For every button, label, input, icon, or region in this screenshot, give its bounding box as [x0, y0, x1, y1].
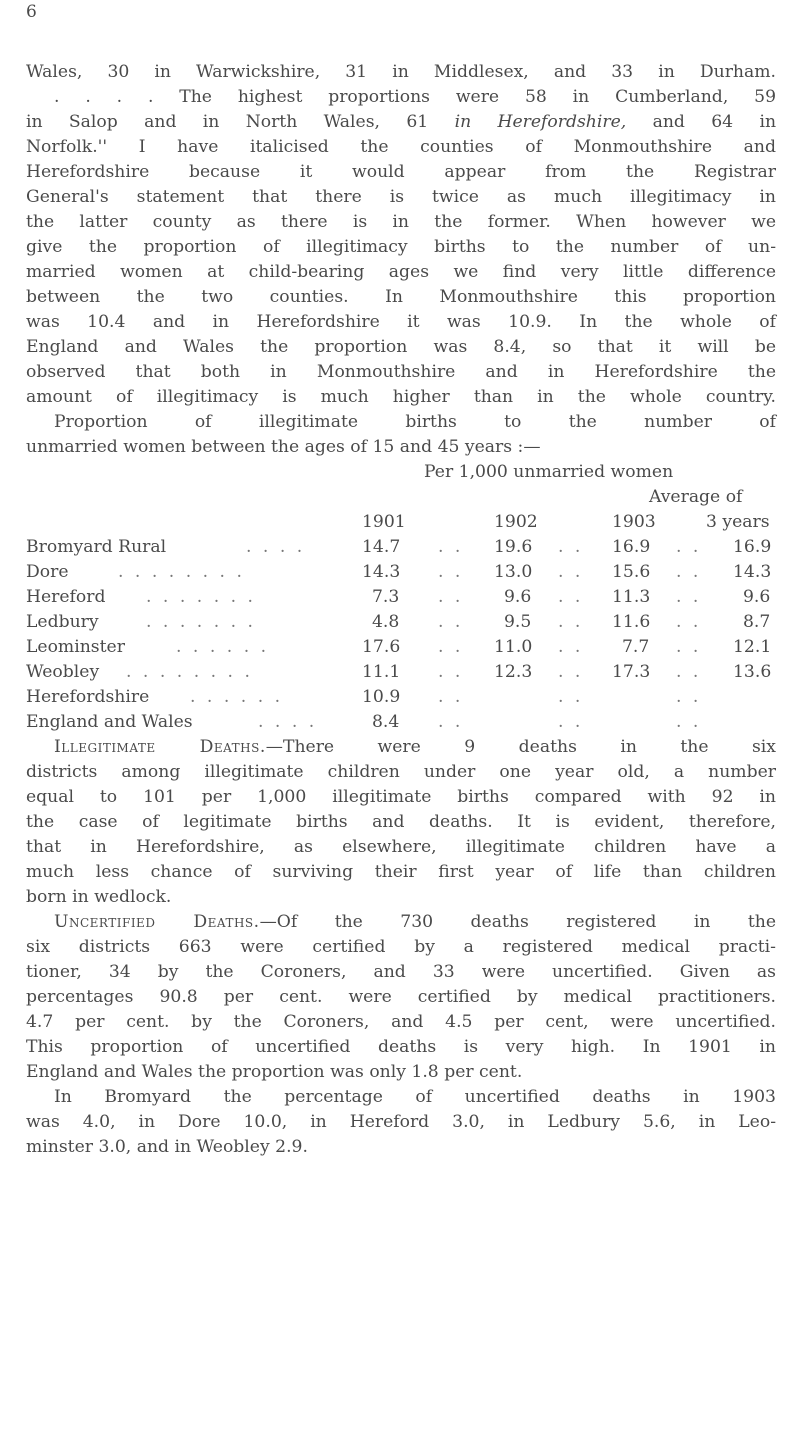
text-line: six districts 663 were certified by a registered medical practi- — [26, 937, 776, 957]
value-1902: 12.3 — [494, 662, 533, 682]
value-average: 12.1 — [733, 637, 772, 657]
leader-dots: . . — [558, 612, 584, 632]
value-average: 8.7 — [743, 612, 771, 632]
leader-dots: . . — [558, 537, 584, 557]
value-1903: 11.6 — [612, 612, 651, 632]
leader-dots: . . — [676, 662, 702, 682]
leader-dots: . . — [676, 587, 702, 607]
italic-county: in Herefordshire, — [454, 112, 627, 132]
value-1902: 13.0 — [494, 562, 533, 582]
text-line: equal to 101 per 1,000 illegitimate births compared with 92 in — [26, 787, 776, 807]
value-1901: 8.4 — [372, 712, 400, 732]
text-line: give the proportion of illegitimacy births to the number of un- — [26, 237, 776, 257]
leader-dots: . . . . — [246, 537, 306, 557]
text-line: observed that both in Monmouthshire and in Herefordshire the — [26, 362, 776, 382]
district-name: England and Wales — [26, 712, 193, 732]
value-average: 9.6 — [743, 587, 771, 607]
leader-dots: . . — [676, 687, 702, 707]
value-average: 16.9 — [733, 537, 772, 557]
leader-dots: . . — [676, 562, 702, 582]
leader-dots: . . . . . . . . — [118, 562, 245, 582]
table-row — [26, 685, 796, 710]
text-line: General's statement that there is twice as much illegitimacy in — [26, 187, 776, 207]
leader-dots: . . — [558, 562, 584, 582]
value-1901: 10.9 — [362, 687, 401, 707]
column-header-1901: 1901 — [362, 512, 406, 532]
column-header-1902: 1902 — [494, 512, 538, 532]
leader-dots: . . — [438, 687, 464, 707]
district-name: Hereford — [26, 587, 106, 607]
leader-dots: . . — [438, 637, 464, 657]
value-1902: 19.6 — [494, 537, 533, 557]
district-name: Herefordshire — [26, 687, 150, 707]
leader-dots: . . — [438, 662, 464, 682]
paragraph-uncertified-deaths — [26, 910, 776, 1085]
table-caption — [26, 410, 776, 460]
value-1901: 11.1 — [362, 662, 401, 682]
value-1903: 17.3 — [612, 662, 651, 682]
leader-dots: . . — [438, 712, 464, 732]
leader-dots: . . — [438, 537, 464, 557]
leader-dots: . . — [676, 612, 702, 632]
text-line: much less chance of surviving their first year of life than children — [26, 862, 776, 882]
text-line: . . . . The highest proportions were 58 in Cumberland, 59 — [54, 87, 776, 107]
leader-dots: . . — [438, 612, 464, 632]
value-1902: 9.5 — [504, 612, 532, 632]
district-name: Ledbury — [26, 612, 99, 632]
text-line: In Bromyard the percentage of uncertified deaths in 1903 — [54, 1087, 776, 1107]
leader-dots: . . — [438, 587, 464, 607]
leader-dots: . . . . . . . . — [126, 662, 253, 682]
leader-dots: . . — [558, 687, 584, 707]
leader-dots: . . — [676, 637, 702, 657]
header-average-of: Average of — [649, 487, 743, 507]
table-header-row — [26, 460, 796, 485]
value-1901: 14.3 — [362, 562, 401, 582]
text-line: Illegitimate Deaths.—There were 9 deaths in the six — [54, 737, 776, 757]
section-heading: Uncertified Deaths. — [54, 912, 260, 932]
page-number: 6 — [26, 2, 37, 22]
caption-line: unmarried women between the ages of 15 and 45 years :— — [26, 437, 541, 457]
text-line: districts among illegitimate children under one year old, a number — [26, 762, 776, 782]
value-1903: 7.7 — [622, 637, 650, 657]
leader-dots: . . — [676, 712, 702, 732]
leader-dots: . . — [676, 537, 702, 557]
value-average: 13.6 — [733, 662, 772, 682]
table-column-headers — [26, 510, 796, 535]
table-row — [26, 535, 796, 560]
text-line: amount of illegitimacy is much higher than in the whole country. — [26, 387, 776, 407]
leader-dots: . . . . . . — [176, 637, 270, 657]
district-name: Weobley — [26, 662, 100, 682]
text-line: tioner, 34 by the Coroners, and 33 were uncertified. Given as — [26, 962, 776, 982]
text-line: Herefordshire because it would appear from the Registrar — [26, 162, 776, 182]
leader-dots: . . . . . . . — [146, 587, 257, 607]
paragraph-bromyard-percentages — [26, 1085, 776, 1160]
leader-dots: . . — [558, 662, 584, 682]
text-line: Wales, 30 in Warwickshire, 31 in Middlesex, and 33 in Durham. — [26, 62, 776, 82]
caption-line: Proportion of illegitimate births to the number of — [54, 412, 776, 432]
section-heading: Illegitimate Deaths. — [54, 737, 266, 757]
leader-dots: . . — [438, 562, 464, 582]
text-line: born in wedlock. — [26, 887, 172, 907]
paragraph-illegitimacy-intro — [26, 60, 776, 410]
table-header-row — [26, 485, 796, 510]
text-line: Norfolk.'' I have italicised the counties of Monmouthshire and — [26, 137, 776, 157]
leader-dots: . . . . . . . — [146, 612, 257, 632]
text-line: married women at child-bearing ages we find very little difference — [26, 262, 776, 282]
value-1901: 4.8 — [372, 612, 400, 632]
leader-dots: . . — [558, 637, 584, 657]
table-row — [26, 710, 796, 735]
table-row — [26, 635, 796, 660]
value-1902: 11.0 — [494, 637, 533, 657]
column-header-1903: 1903 — [612, 512, 656, 532]
text-line: that in Herefordshire, as elsewhere, illegitimate children have a — [26, 837, 776, 857]
value-1903: 11.3 — [612, 587, 651, 607]
text-line: the latter county as there is in the former. When however we — [26, 212, 776, 232]
value-1901: 14.7 — [362, 537, 401, 557]
paragraph-illegitimate-deaths — [26, 735, 776, 910]
table-row — [26, 585, 796, 610]
text-line: England and Wales the proportion was 8.4, so that it will be — [26, 337, 776, 357]
header-per-1000: Per 1,000 unmarried women — [424, 462, 674, 482]
text-line: minster 3.0, and in Weobley 2.9. — [26, 1137, 308, 1157]
leader-dots: . . — [558, 587, 584, 607]
leader-dots: . . . . — [258, 712, 318, 732]
value-1903: 16.9 — [612, 537, 651, 557]
text-line: percentages 90.8 per cent. were certified by medical practitioners. — [26, 987, 776, 1007]
text-line: was 4.0, in Dore 10.0, in Hereford 3.0, in Ledbury 5.6, in Leo- — [26, 1112, 776, 1132]
text-line: between the two counties. In Monmouthshire this proportion — [26, 287, 776, 307]
value-1902: 9.6 — [504, 587, 532, 607]
district-name: Dore — [26, 562, 69, 582]
leader-dots: . . . . . . — [190, 687, 284, 707]
district-name: Bromyard Rural — [26, 537, 167, 557]
leader-dots: . . — [558, 712, 584, 732]
table-row — [26, 610, 796, 635]
value-1901: 17.6 — [362, 637, 401, 657]
text-line: in Salop and in North Wales, 61 in Herefordshire, and 64 in — [26, 112, 777, 132]
table-row — [26, 560, 796, 585]
column-header-3-years: 3 years — [706, 512, 770, 532]
table-row — [26, 660, 796, 685]
value-average: 14.3 — [733, 562, 772, 582]
illegitimacy-table — [26, 460, 796, 735]
value-1903: 15.6 — [612, 562, 651, 582]
text-line: This proportion of uncertified deaths is very high. In 1901 in — [26, 1037, 776, 1057]
text-line: Uncertified Deaths.—Of the 730 deaths registered in the — [54, 912, 777, 932]
text-line: was 10.4 and in Herefordshire it was 10.9. In the whole of — [26, 312, 776, 332]
value-1901: 7.3 — [372, 587, 400, 607]
text-line: 4.7 per cent. by the Coroners, and 4.5 per cent, were uncertified. — [26, 1012, 776, 1032]
text-line: England and Wales the proportion was only 1.8 per cent. — [26, 1062, 523, 1082]
text-line: the case of legitimate births and deaths. It is evident, therefore, — [26, 812, 776, 832]
district-name: Leominster — [26, 637, 125, 657]
